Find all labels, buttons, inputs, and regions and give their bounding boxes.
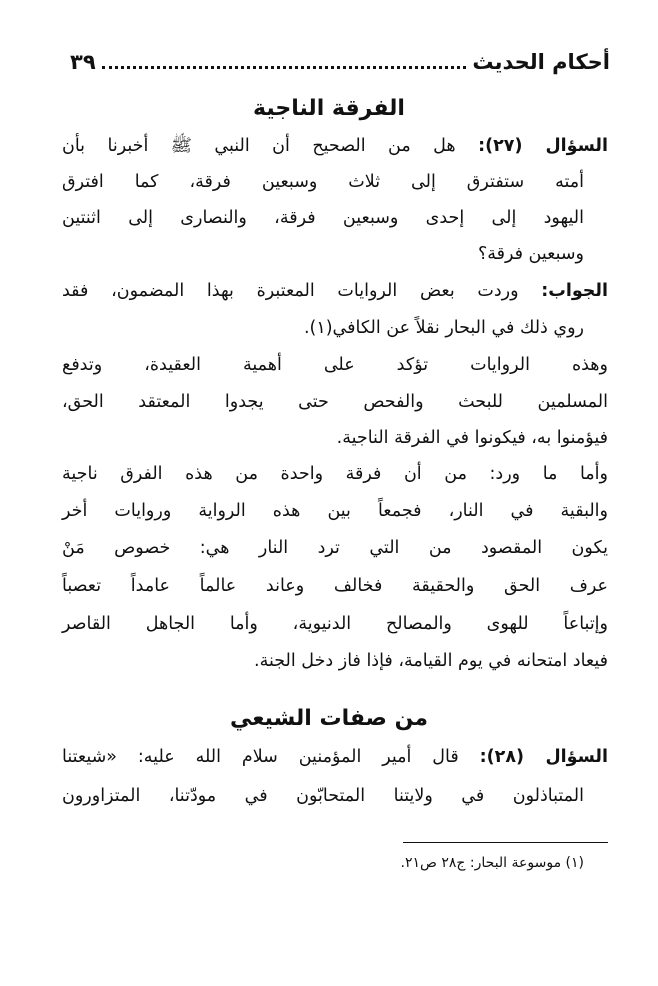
paragraph-line: وهذه الروايات تؤكد على أهمية العقيدة، وتدفع: [62, 355, 608, 375]
paragraph-line: أمته ستفترق إلى ثلاث وسبعين فرقة، كما افترق: [62, 172, 584, 192]
header-title: أحكام الحديث: [472, 50, 610, 74]
paragraph-line: وإتباعاً للهوى والمصالح الدنيوية، وأما الجاهل القاصر: [62, 614, 608, 634]
answer-label: الجواب:: [541, 281, 608, 301]
paragraph-line: فيعاد امتحانه في يوم القيامة، فإذا فاز دخل الجنة.: [254, 651, 608, 671]
paragraph-line: عرف الحق والحقيقة فخالف وعاند عالماً عامداً تعصباً: [62, 576, 608, 596]
paragraph-line: وأما ما ورد: من أن فرقة واحدة من هذه الفرق ناجية: [62, 464, 608, 484]
paragraph-line: [62, 283, 608, 301]
paragraph-line: اليهود إلى إحدى وسبعين فرقة، والنصارى إلى اثنتين: [62, 208, 584, 228]
paragraph-line: [62, 749, 608, 767]
paragraph-line: يكون المقصود من التي ترد النار هي: خصوص مَنْ: [62, 538, 608, 558]
question-label: السؤال (٢٧):: [478, 136, 608, 156]
footnote-separator: [403, 842, 608, 843]
header-leader-dots: [102, 66, 467, 69]
answer-text: وردت بعض الروايات المعتبرة بهذا المضمون، فقد: [62, 281, 519, 301]
question-text: هل من الصحيح أن النبي ﷺ أخبرنا بأن: [62, 136, 456, 156]
paragraph-line: روي ذلك في البحار نقلاً عن الكافي(١).: [303, 318, 584, 338]
paragraph-line: وسبعين فرقة؟: [477, 244, 584, 264]
section-heading-shia-traits: من صفات الشيعي: [229, 706, 429, 731]
footnote: (١) موسوعة البحار: ج٢٨ ص٢١.: [400, 855, 584, 871]
page-number: ٣٩: [70, 50, 96, 74]
paragraph-line: فيؤمنوا به، فيكونوا في الفرقة الناجية.: [336, 428, 608, 448]
paragraph-line: والبقية في النار، فجمعاً بين هذه الرواية وروايات أخر: [62, 501, 608, 521]
running-header: [70, 50, 610, 75]
paragraph-line: المسلمين للبحث والفحص حتى يجدوا المعتقد الحق،: [62, 392, 608, 412]
paragraph-line: [62, 138, 608, 156]
question-label: السؤال (٢٨):: [479, 747, 608, 767]
paragraph-line: المتباذلون في ولايتنا المتحابّون في مودّتنا، المتزاورون: [62, 786, 584, 806]
question-text: قال أمير المؤمنين سلام الله عليه: «شيعتنا: [62, 747, 459, 767]
section-heading-saved-sect: الفرقة الناجية: [253, 96, 405, 121]
